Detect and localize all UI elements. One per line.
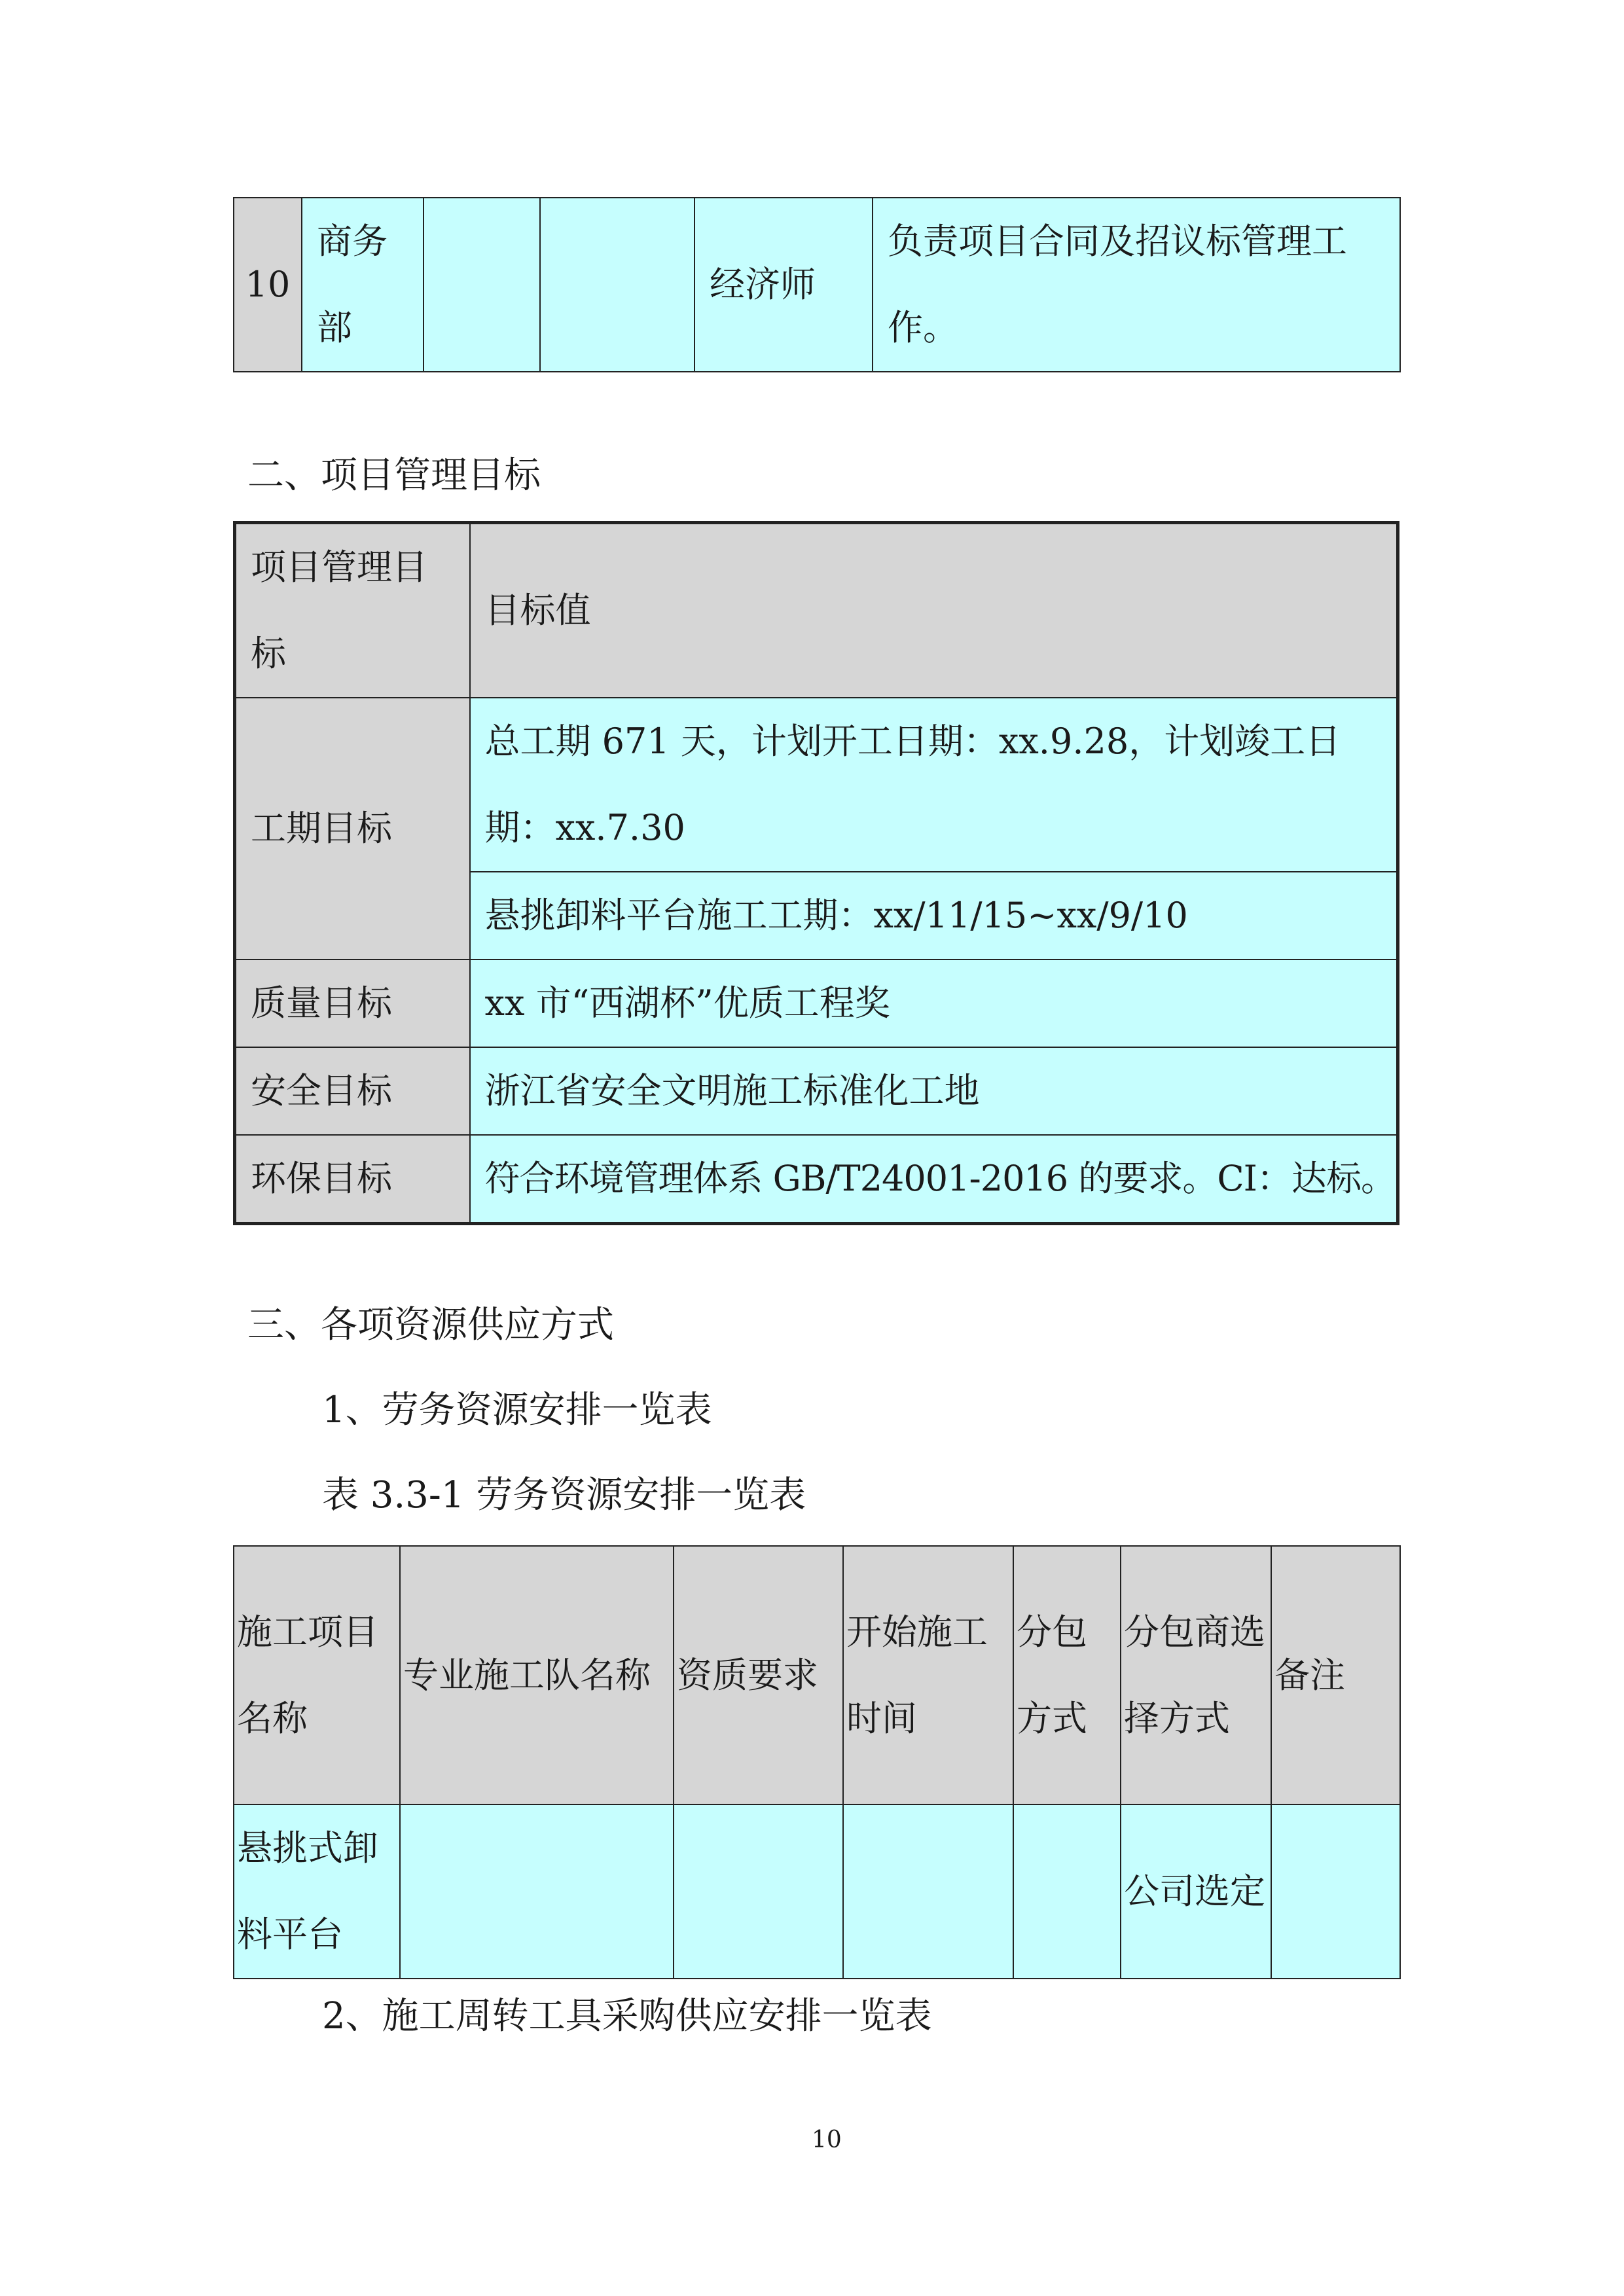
schedule-label: 工期目标 [235,698,470,960]
subsection-heading: 2、施工周转工具采购供应安排一览表 [322,1995,932,2037]
quality-value: xx 市“西湖杯”优质工程奖 [470,960,1398,1047]
schedule-value: 总工期 671 天，计划开工日期：xx.9.28，计划竣工日期：xx.7.30 [470,698,1398,872]
table-cell [1013,1804,1121,1979]
environment-value: 符合环境管理体系 GB/T24001-2016 的要求。CI：达标。 [470,1135,1398,1224]
table-row [235,698,1398,872]
safety-value: 浙江省安全文明施工标准化工地 [470,1047,1398,1135]
page-number: 10 [812,2126,842,2153]
table-row [234,1804,1400,1979]
header-cell: 分包商选择方式 [1121,1546,1271,1804]
job-duty: 负责项目合同及招议标管理工作。 [873,198,1400,372]
department-name: 商务部 [302,198,424,372]
labor-resource-table [233,1545,1401,1979]
table-cell [674,1804,843,1979]
management-target-table [233,521,1399,1225]
table-cell [1271,1804,1400,1979]
section-heading: 二、项目管理目标 [247,454,541,497]
header-cell: 开始施工时间 [843,1546,1013,1804]
section-heading: 三、各项资源供应方式 [247,1304,614,1346]
job-title: 经济师 [695,198,873,372]
table-row [235,960,1398,1047]
environment-label: 环保目标 [235,1135,470,1224]
table-header-row [234,1546,1400,1804]
table-cell: 悬挑式卸料平台 [234,1804,400,1979]
table-cell [843,1804,1013,1979]
header-target: 项目管理目标 [235,523,470,698]
table-caption: 表 3.3-1 劳务资源安排一览表 [322,1474,806,1516]
table-cell: 公司选定 [1121,1804,1271,1979]
table-row [234,198,1400,372]
table-row [235,1135,1398,1224]
header-cell: 备注 [1271,1546,1400,1804]
table-cell [400,1804,674,1979]
table-header-row [235,523,1398,698]
header-cell: 专业施工队名称 [400,1546,674,1804]
subsection-heading: 1、劳务资源安排一览表 [322,1389,712,1431]
header-value: 目标值 [470,523,1398,698]
row-number: 10 [234,198,302,372]
header-cell: 分包方式 [1013,1546,1121,1804]
table-cell [540,198,695,372]
safety-label: 安全目标 [235,1047,470,1135]
header-cell: 施工项目名称 [234,1546,400,1804]
table-row [235,1047,1398,1135]
platform-schedule-value: 悬挑卸料平台施工工期：xx/11/15~xx/9/10 [470,872,1398,960]
table-cell [424,198,540,372]
header-cell: 资质要求 [674,1546,843,1804]
department-table [233,197,1401,372]
quality-label: 质量目标 [235,960,470,1047]
